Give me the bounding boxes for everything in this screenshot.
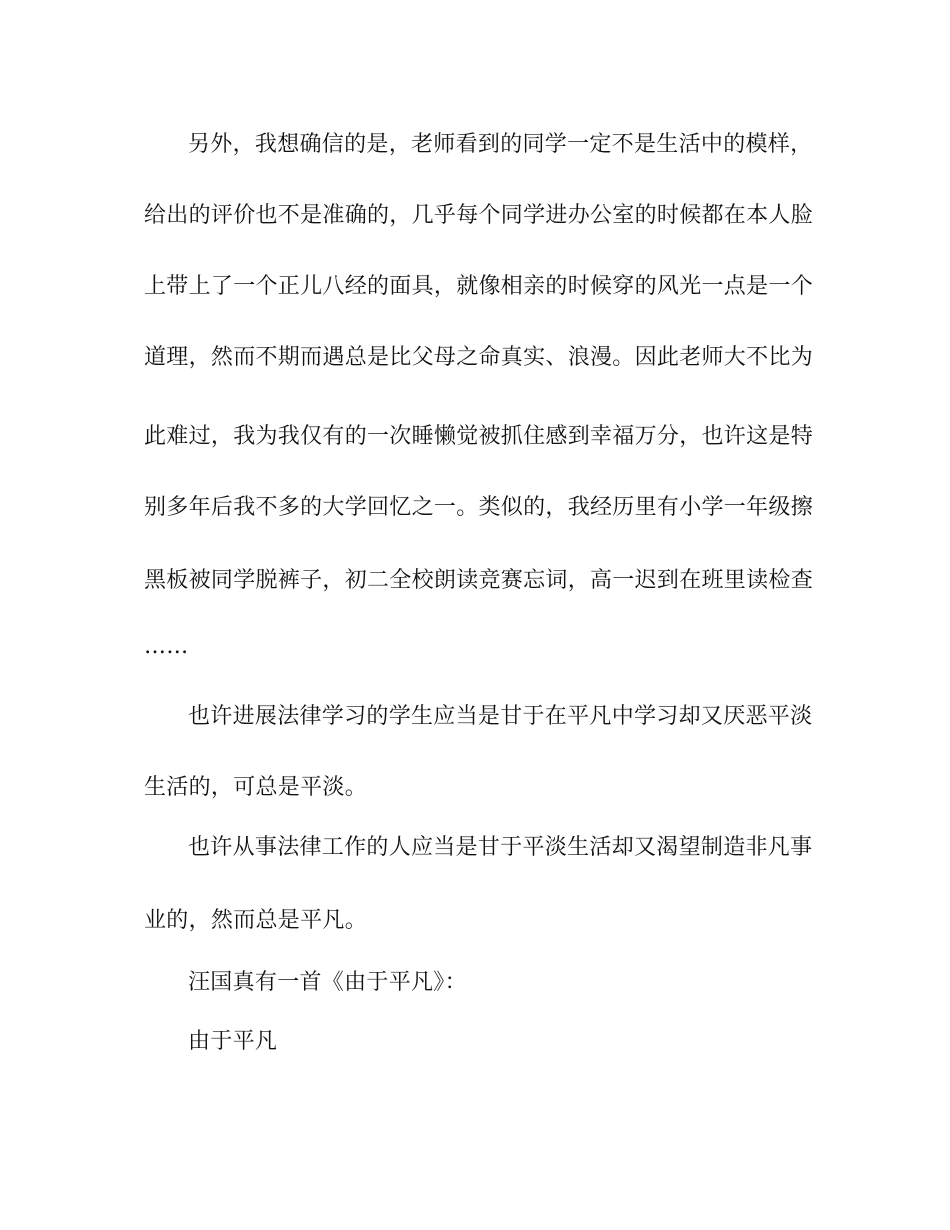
paragraph-4-line-1: 汪国真有一首《由于平凡》： [188, 970, 467, 995]
paragraph-5-line-1: 由于平凡 [188, 1029, 278, 1054]
paragraph-2-line-1: 也许进展法律学习的学生应当是甘于在平凡中学习却又厌恶平淡 [188, 704, 813, 729]
paragraph-1-line-6: 别多年后我不多的大学回忆之一。类似的，我经历里有小学一年级擦 [144, 495, 814, 520]
paragraph-1-line-7: 黑板被同学脱裤子，初二全校朗读竞赛忘词，高一迟到在班里读检查 [144, 568, 814, 593]
paragraph-1-line-2: 给出的评价也不是准确的，几乎每个同学进办公室的时候都在本人脸 [144, 203, 814, 228]
paragraph-3-line-1: 也许从事法律工作的人应当是甘于平淡生活却又渴望制造非凡事 [188, 835, 813, 860]
paragraph-1-line-1: 另外，我想确信的是，老师看到的同学一定不是生活中的模样， [188, 132, 813, 157]
paragraph-1-line-8: …… [144, 634, 189, 659]
paragraph-3-line-2: 业的，然而总是平凡。 [144, 908, 368, 933]
paragraph-2-line-2: 生活的，可总是平淡。 [144, 775, 368, 800]
paragraph-1-line-3: 上带上了一个正儿八经的面具，就像相亲的时候穿的风光一点是一个 [144, 274, 814, 299]
paragraph-1-line-4: 道理，然而不期而遇总是比父母之命真实、浪漫。因此老师大不比为 [144, 345, 814, 370]
paragraph-1-line-5: 此难过，我为我仅有的一次睡懒觉被抓住感到幸福万分，也许这是特 [144, 424, 814, 449]
